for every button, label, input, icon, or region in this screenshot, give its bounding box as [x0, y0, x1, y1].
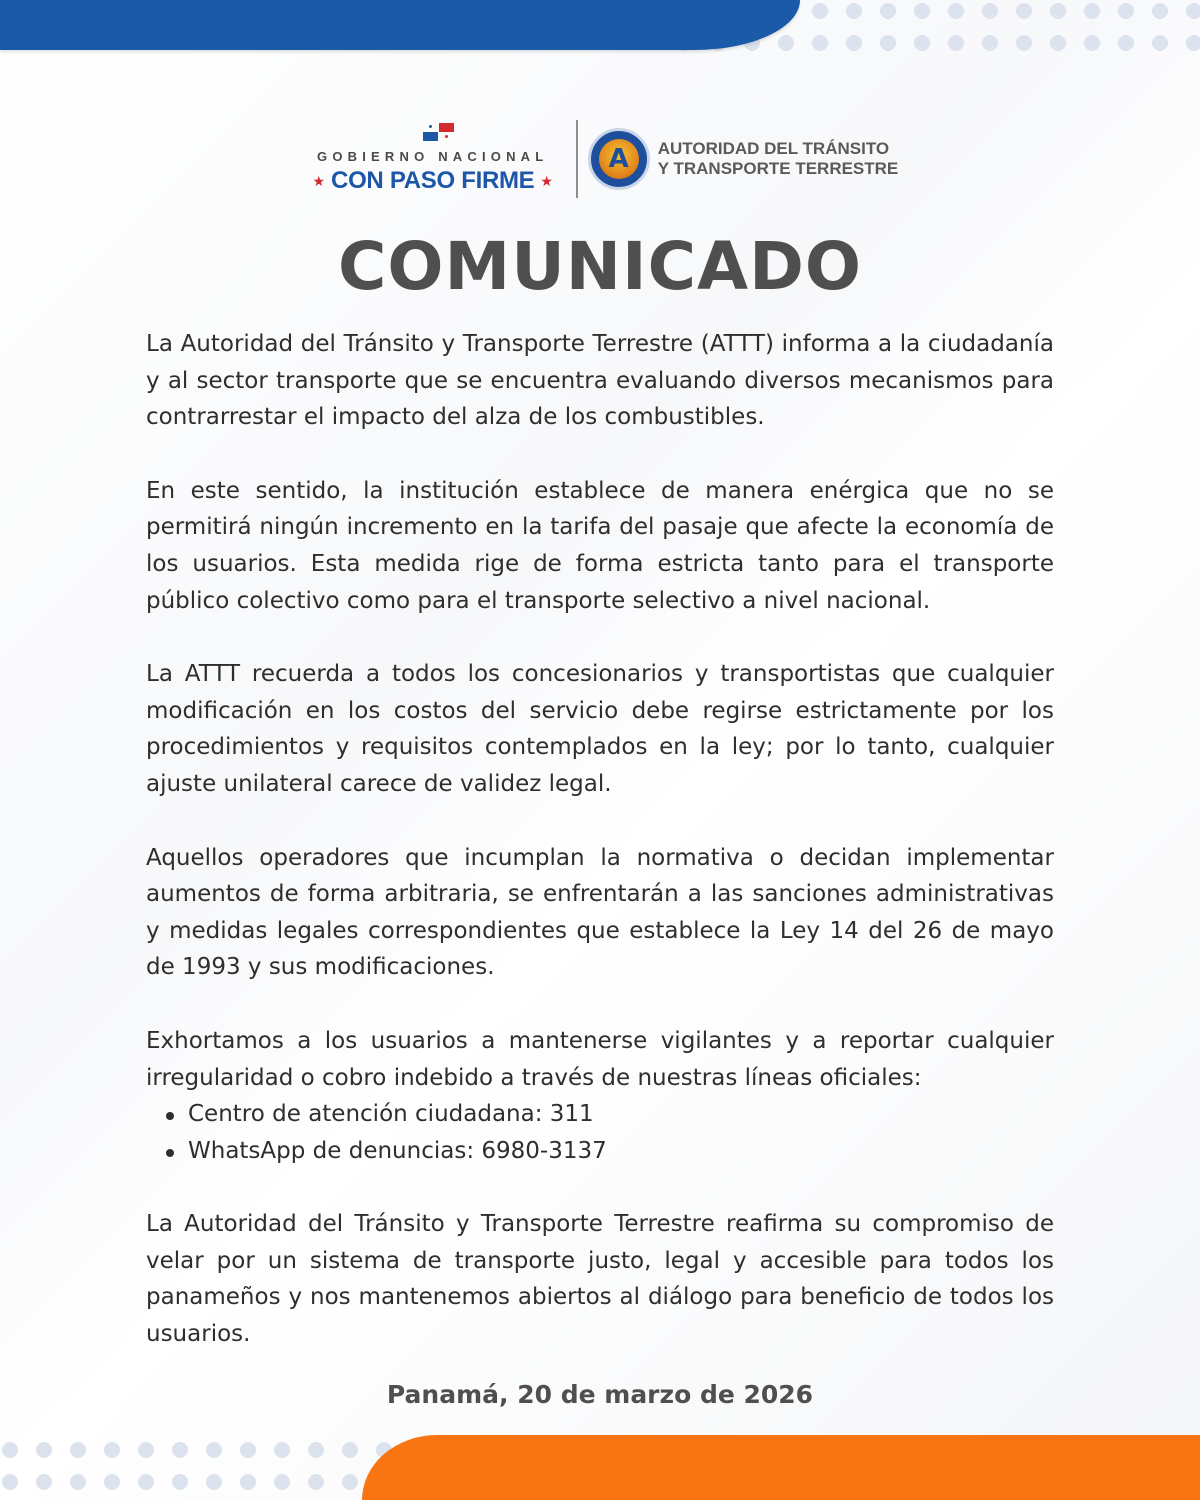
gobierno-nacional-text: GOBIERNO NACIONAL: [317, 149, 549, 164]
slogan-text: CON PASO FIRME: [331, 167, 535, 194]
star-icon: ★: [312, 172, 326, 189]
date-line: Panamá, 20 de marzo de 2026: [386, 1380, 814, 1409]
contact-list-item: WhatsApp de denuncias: 6980-3137: [146, 1133, 1054, 1170]
paragraph: Aquellos operadores que incumplan la normativa o decidan implementar aumentos de forma arbitraria, se enfrentarán a las sanciones administrativas y medidas legales correspondientes que establece la Ley 14 del 26 de mayo de 1993 y sus modificaciones.: [146, 844, 1054, 981]
paragraph: Exhortamos a los usuarios a mantenerse vigilantes y a reportar cualquier irregularidad o cobro indebido a través de nuestras líneas oficiales:: [146, 1027, 1054, 1091]
paragraph: La Autoridad del Tránsito y Transporte Terrestre (ATTT) informa a la ciudadanía y al sector transporte que se encuentra evaluando diversos mecanismos para contrarrestar el impacto del alza de los combustibles.: [146, 331, 1054, 431]
contact-list: [146, 1096, 1054, 1169]
communique-body: [146, 326, 1054, 1390]
header-logos: [0, 118, 1200, 200]
attt-seal-icon: A: [588, 128, 650, 190]
attt-name-line2: Y TRANSPORTE TERRESTRE: [657, 159, 899, 178]
paragraph: La ATTT recuerda a todos los concesionarios y transportistas que cualquier modificación en los costos del servicio debe regirse estrictamente por los procedimientos y requisitos contemplados en la ley; por lo tanto, cualquier ajuste unilateral carece de validez legal.: [146, 661, 1054, 797]
panama-flag-icon: [423, 123, 455, 143]
logo-divider: [576, 120, 578, 198]
contact-list-item: Centro de atención ciudadana: 311: [146, 1096, 1054, 1133]
paragraph: La Autoridad del Tránsito y Transporte Terrestre reafirma su compromiso de velar por un sistema de transporte justo, legal y accesible para todos los panameños y nos mantenemos abiertos al diálogo para beneficio de todos los usuarios.: [146, 1211, 1054, 1348]
attt-name: [658, 139, 899, 179]
attt-name-line1: AUTORIDAD DEL TRÁNSITO: [657, 139, 890, 158]
gobierno-nacional-logo: [302, 123, 564, 195]
paragraph: En este sentido, la institución establece de manera enérgica que no se permitirá ningún incremento en la tarifa del pasaje que afecte la economía de los usuarios. Esta medida rige de forma estricta tanto para el transporte público colectivo como para el transporte selectivo a nivel nacional.: [146, 477, 1054, 614]
page-title: COMUNICADO: [337, 228, 862, 305]
star-icon: ★: [540, 172, 553, 189]
